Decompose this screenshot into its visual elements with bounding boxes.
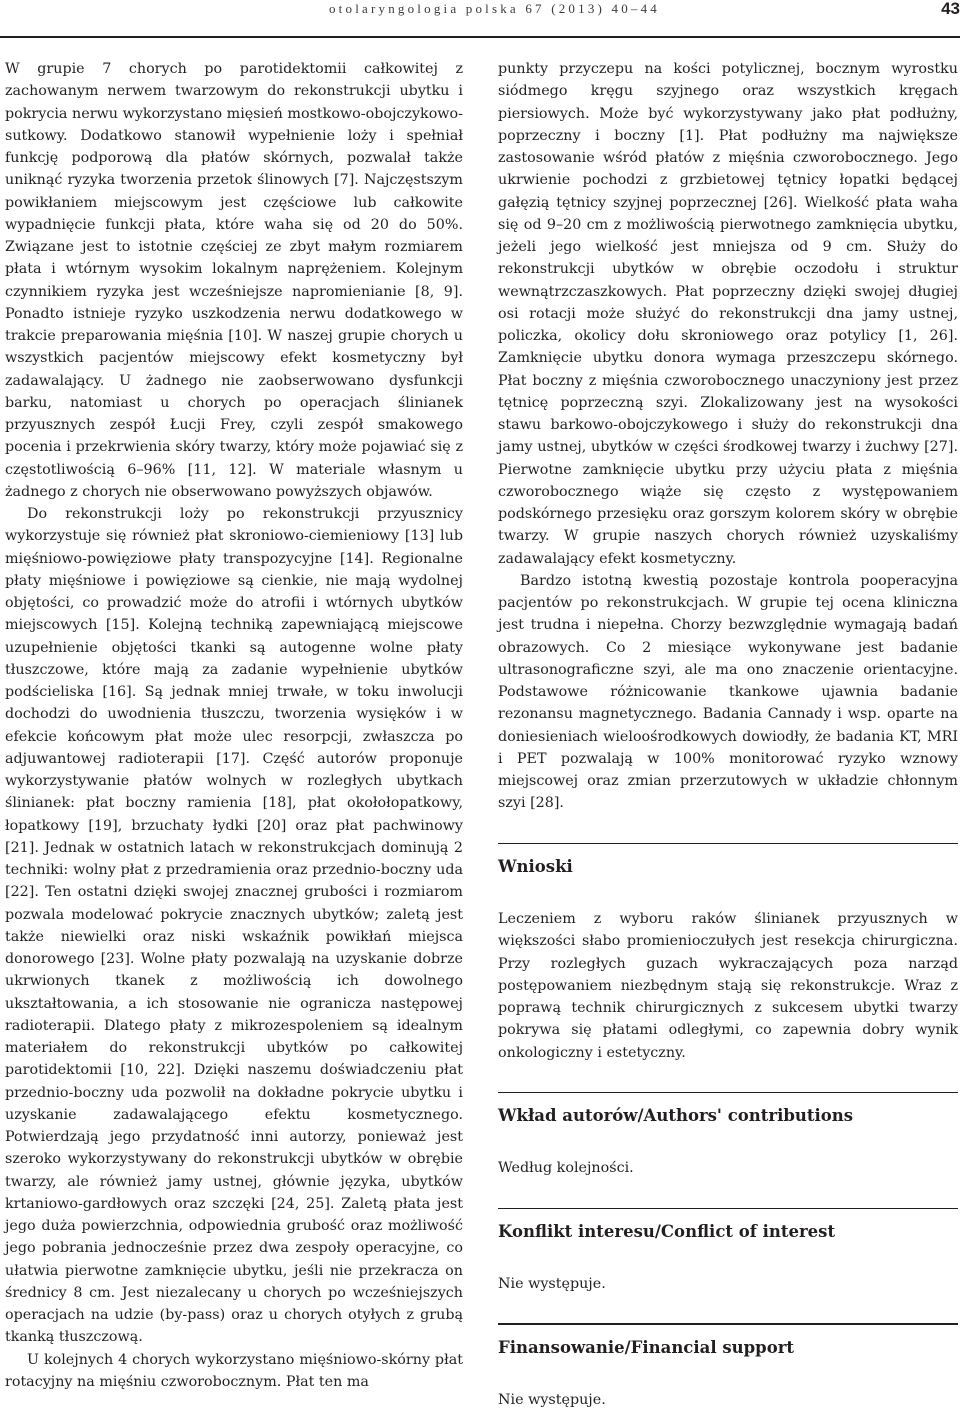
body-paragraph: Do rekonstrukcji loży po rekonstrukcji przyusznicy wykorzystuje się również płat skroniowo-ciemieniowy [13] lub mięśniowo-powięziowe płaty transpozycyjne [14]. Regionalne płaty mięśniowe i powięziowe są cienkie, nie mają wydolnej objętości, co prowadzić może do atrofii i wtórnych ubytków miejscowych [15]. Kolejną techniką zapewniającą miejscowe uzupełnienie objętości tkanki są autogenne wolne płaty tłuszczowe, które mają za zadanie wypełnienie ubytków podścieliska [16]. Są jednak mniej trwałe, w toku inwolucji dochodzi do uwodnienia tłuszczu, tworzenia wysięków i w efekcie końcowym płat może ulec resorpcji, zwłaszcza po adjuwantowej radioterapii [17]. Część autorów proponuje wykorzystywanie płatów wolnych w rozległych ubytkach ślinianek: płat boczny ramienia [18], płat okołołopatkowy, łopatkowy [19], brzuchaty łydki [20] oraz płat pachwinowy [21]. Jednak w ostatnich latach w rekonstrukcjach dominują 2 techniki: wolny płat z przedramienia oraz przednio-boczny uda [22]. Ten ostatni dzięki swojej znacznej grubości i rozmiarom pozwala modelować pokrycie znacznych ubytków; zaletą jest także niewielki oraz niski wskaźnik powikłań miejsca donorowego [23]. Wolne płaty pozwalają na uzyskanie dobrze ukrwionych tkanek z możliwością ich dowolnego ukształtowania, a ich stosowanie nie ogranicza następowej radioterapii. Dlatego płaty z mikrozespoleniem są idealnym materiałem do rekonstrukcji ubytków po całkowitej parotidektomii [10, 22]. Dzięki naszemu doświadczeniu płat przednio-boczny uda pozwolił na dokładne pokrycie ubytku i uzyskanie zadawalającego efektu kosmetycznego. Potwierdzają jego przydatność inni autorzy, ponieważ jest szeroko wykorzystywany do rekonstrukcji ubytków w obrębie twarzy, ale również jamy ustnej, głównie języka, ubytków krtaniowo-gardłowych oraz szczęki [24, 25]. Zaletą płata jest jego duża powierzchnia, odpowiednia grubość oraz możliwość jego pobrania jednocześnie przez dwa zespoły operacyjne, co ułatwia pierwotne zamknięcie ubytku, jeśli nie przekracza on średnicy 8 cm. Jest niezalecany u chorych po wcześniejszych operacjach na udzie (by-pass) oraz u chorych otyłych z grubą tkanką tłuszczową. xyxy=(5,506,463,1346)
section-rule xyxy=(498,843,958,845)
journal-title: otolaryngologia polska 67 (2013) 40–44 xyxy=(328,1,660,16)
header-rule xyxy=(0,36,960,38)
section-conclusions xyxy=(498,843,958,1064)
section-rule xyxy=(498,1208,958,1210)
page-header xyxy=(0,0,960,40)
body-paragraph: U kolejnych 4 chorych wykorzystano mięśniowo-skórny płat rotacyjny na mięśniu czworobocznym. Płat ten ma xyxy=(5,1351,463,1390)
body-paragraph: W grupie 7 chorych po parotidektomii całkowitej z zachowanym nerwem twarzowym do rekonstrukcji ubytku i pokrycia nerwu wykorzystano mięsień mostkowo-obojczykowo-sutkowy. Dodatkowo stanowił wypełnienie loży i spełniał funkcję podporową dla płatów skórnych, pozwalał także uniknąć ryzyka tworzenia przetok ślinowych [7]. Najczęstszym powikłaniem miejscowym jest częściowe lub całkowite wypadnięcie funkcji płata, które waha się od 20 do 50%. Związane jest to istotnie częściej ze zbyt małym rozmiarem płata i wtórnym wysokim lokalnym naprężeniem. Kolejnym czynnikiem ryzyka jest wcześniejsze napromienianie [8, 9]. Ponadto istnieje ryzyko uszkodzenia nerwu dodatkowego w trakcie preparowania mięśnia [10]. W naszej grupie chorych u wszystkich pacjentów miejscowy efekt kosmetyczny był zadawalający. U żadnego nie zaobserwowano dysfunkcji barku, natomiast u chorych po operacjach ślinianek przyusznych zespół Łucji Frey, czyli zespół smakowego pocenia i przekrwienia skóry twarzy, który może pojawiać się z częstotliwością 6–96% [11, 12]. W materiale własnym u żadnego z chorych nie obserwowano powyższych objawów. xyxy=(5,61,463,500)
section-funding xyxy=(498,1323,958,1411)
section-text: Według kolejności. xyxy=(498,1160,634,1177)
section-contributions xyxy=(498,1092,958,1180)
left-column xyxy=(5,58,463,1393)
section-text: Nie występuje. xyxy=(498,1276,606,1292)
section-text: Nie występuje. xyxy=(498,1391,606,1408)
section-title: Wnioski xyxy=(498,857,573,876)
section-text: Leczeniem z wyboru raków ślinianek przyusznych w większości słabo promienioczułych jest resekcja chirurgiczna. Przy rozległych guzach wykraczających poza narząd postępowaniem niezbędnym stają się rekonstrukcje. Wraz z poprawą technik chirurgicznych z sukcesem ubytki twarzy pokrywa się płatami odległymi, co zapewnia dobry wynik onkologiczny i estetyczny. xyxy=(498,911,958,1061)
right-column xyxy=(498,58,958,1411)
section-title: Konflikt interesu/Conflict of interest xyxy=(498,1222,836,1241)
section-title: Wkład autorów/Authors' contributions xyxy=(498,1106,854,1126)
body-paragraph: punkty przyczepu na kości potylicznej, bocznym wyrostku siódmego kręgu szyjnego oraz wszystkich kręgach piersiowych. Może być wykorzystywany jako płat podłużny, poprzeczny i boczny [1]. Płat podłużny ma największe zastosowanie wśród płatów z mięśnia czworobocznego. Jego ukrwienie pochodzi z grzbietowej tętnicy łopatki będącej gałęzią tętnicy szyjnej poprzecznej [26]. Wielkość płata waha się od 9–20 cm z możliwością pierwotnego zamknięcia ubytku, jeżeli jego wielkość jest mniejsza od 9 cm. Służy do rekonstrukcji ubytków w obrębie oczodołu i struktur wewnątrzczaszkowych. Płat poprzeczny dzięki swojej długiej osi rotacji może służyć do rekonstrukcji dna jamy ustnej, policzka, okolicy dołu skroniowego oraz potylicy [1, 26]. Zamknięcie ubytku donora wymaga przeszczepu skórnego. Płat boczny z mięśnia czworobocznego unaczyniony jest przez tętnicę poprzeczną szyi. Zlokalizowany jest na wysokości stawu barkowo-obojczykowego i służy do rekonstrukcji dna jamy ustnej, ubytków w części środkowej twarzy i żuchwy [27]. Pierwotne zamknięcie ubytku przy użyciu płata z mięśnia czworobocznego wiąże się często z występowaniem podskórnego przesięku oraz gorszym kolorem skóry w obrębie twarzy. W grupie naszych chorych również uzyskaliśmy zadawalający efekt kosmetyczny. xyxy=(498,61,958,567)
section-rule xyxy=(498,1092,958,1094)
section-title: Finansowanie/Financial support xyxy=(498,1337,795,1357)
section-conflict xyxy=(498,1208,958,1296)
page-number: 43 xyxy=(941,0,960,18)
section-rule xyxy=(498,1323,958,1325)
body-paragraph: Bardzo istotną kwestią pozostaje kontrola pooperacyjna pacjentów po rekonstrukcjach. W grupie tej ocena kliniczna jest trudna i niepełna. Chorzy bezwzględnie wymagają badań obrazowych. Co 2 miesiące wykonywane jest badanie ultrasonograficzne szyi, ale ma ono znaczenie orientacyjne. Podstawowe różnicowanie tkankowe ujawnia badanie rezonansu magnetycznego. Badania Cannady i wsp. oparte na doniesieniach wieloośrodkowych dowiodły, że badania KT, MRI i PET pozwalają w 100% monitorować ryzyko wznowy miejscowej oraz zmian przerzutowych w układzie chłonnym szyi [28]. xyxy=(498,572,958,812)
